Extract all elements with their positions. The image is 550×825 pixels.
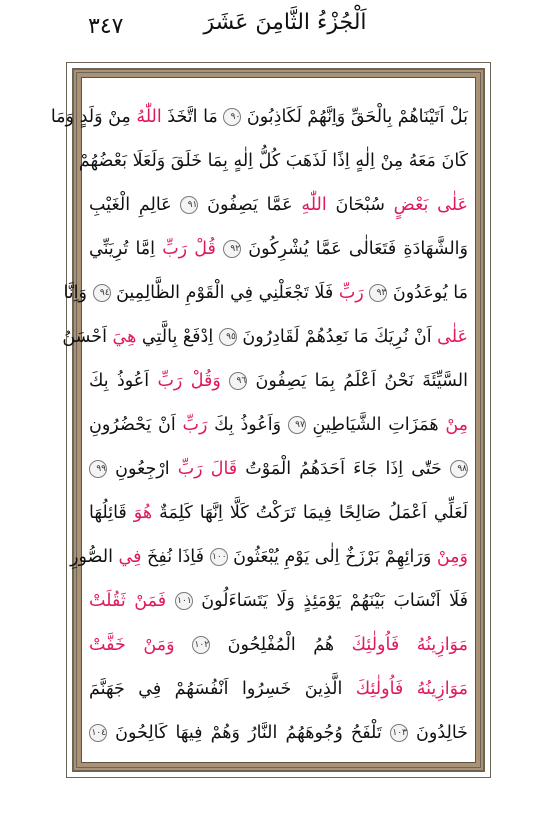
ayah-number-marker: ١٠١ [175, 592, 193, 610]
highlighted-text: هِيَ [112, 327, 137, 347]
text-line [87, 623, 470, 667]
highlighted-text: قَالَ رَبِّ [177, 459, 238, 479]
verse-text: تَلْفَحُ وُجُوهَهُمُ النَّارُ وَهُمْ فِيهَا كَالِحُونَ [107, 723, 390, 743]
page-header [0, 0, 550, 62]
verse-text: فَلَا اَنْسَابَ بَيْنَهُمْ يَوْمَئِذٍ وَلَا يَتَسَاءَلُونَ [192, 591, 468, 611]
highlighted-text: عَلٰى بَعْضٍ [393, 195, 469, 215]
verse-text: مَا اتَّخَذَ [161, 107, 224, 127]
ayah-number-marker: ١٠٣ [390, 724, 408, 742]
ayah-number-marker: ٩٩ [89, 460, 107, 478]
verse-text: عَالِمِ الْغَيْبِ [89, 195, 181, 215]
highlighted-text: وَقُلْ رَبِّ [157, 371, 230, 391]
highlighted-text: قُلْ رَبِّ [162, 239, 224, 259]
verse-text: اَعُوذُ بِكَ [89, 371, 158, 391]
ayah-number-marker: ٩٢ [223, 240, 241, 258]
ayah-number-marker: ٩٠ [223, 108, 241, 126]
highlighted-text: عَلٰى [437, 327, 468, 347]
highlighted-text: اللّٰهِ [301, 195, 327, 215]
text-line [70, 535, 470, 579]
verse-text: ارْجِعُونِ [107, 459, 178, 479]
page-frame [50, 62, 491, 778]
verse-text: قَائِلُهَا [89, 503, 134, 523]
ayah-number-marker: ٩٨ [450, 460, 468, 478]
verse-text: وَرَائِهِمْ بَرْزَخٌ اِلٰى يَوْمِ يُبْعَثُونَ [227, 547, 437, 567]
verse-text: اِمَّا تُرِيَنِّي [89, 239, 163, 259]
highlighted-text: مَوَازِينُهُ فَاُولٰئِكَ [351, 635, 468, 655]
text-line [62, 315, 470, 359]
text-line [63, 271, 470, 315]
ayah-number-marker: ١٠٢ [192, 636, 210, 654]
verse-text: اَنْ نُرِيَكَ مَا نَعِدُهُمْ لَقَادِرُونَ [236, 327, 438, 347]
verse-text: بَلْ اَتَيْنَاهُمْ بِالْحَقِّ وَاِنَّهُمْ لَكَاذِبُونَ [241, 107, 468, 127]
verse-text: السَّيِّئَةَ نَحْنُ اَعْلَمُ بِمَا يَصِفُونَ [247, 371, 468, 391]
ayah-number-marker: ٩١ [180, 196, 198, 214]
verse-text: خَالِدُونَ [407, 723, 468, 743]
ayah-number-marker: ١٠٠ [210, 548, 228, 566]
ayah-number-marker: ٩٥ [219, 328, 237, 346]
verse-text: فَاِذَا نُفِخَ [141, 547, 210, 567]
highlighted-text: رَبِّ [338, 283, 370, 303]
verse-text: فَلَا تَجْعَلْنِي فِي الْقَوْمِ الظَّالِمِينَ [110, 283, 339, 303]
verse-text: وَاِنَّا [63, 283, 93, 303]
ayah-number-marker: ١٠٤ [89, 724, 107, 742]
ayah-number-marker: ٩٤ [93, 284, 111, 302]
text-line [78, 139, 470, 183]
highlighted-text: مِنْ [445, 415, 469, 435]
verse-text: اَنْ يَحْضُرُونِ [89, 415, 183, 435]
highlighted-text: فَمَنْ ثَقُلَتْ [89, 591, 175, 611]
verse-text: هَمَزَاتِ الشَّيَاطِينِ [305, 415, 446, 435]
verse-text: سُبْحَانَ [326, 195, 394, 215]
ayah-number-marker: ٩٣ [369, 284, 387, 302]
text-line [50, 95, 470, 139]
text-line [87, 579, 470, 623]
text-line [87, 183, 470, 227]
text-line [87, 227, 470, 271]
highlighted-text: فِي [118, 547, 142, 567]
verse-text: اَحْسَنُ [62, 327, 113, 347]
verse-text: الَّذِينَ خَسِرُوا اَنْفُسَهُمْ فِي جَهَنَّمَ [89, 679, 356, 699]
verse-text: مَا يُوعَدُونَ [387, 283, 468, 303]
highlighted-text: وَمَنْ خَفَّتْ [89, 635, 193, 655]
text-line [87, 403, 470, 447]
verse-text: وَالشَّهَادَةِ فَتَعَالٰى عَمَّا يُشْرِكُونَ [241, 239, 468, 259]
highlighted-text: رَبِّ [182, 415, 208, 435]
verse-text: هُمُ الْمُفْلِحُونَ [210, 635, 352, 655]
verse-text: كَانَ مَعَهُ مِنْ اِلٰهٍ اِذًا لَذَهَبَ كُلُّ اِلٰهٍ بِمَا خَلَقَ وَلَعَلَا بَعْضُهُمْ [78, 151, 468, 171]
ayah-number-marker: ٩٧ [288, 416, 306, 434]
highlighted-text: اللّٰهُ [136, 107, 162, 127]
highlighted-text: هُوَ [133, 503, 153, 523]
verse-text: حَتّٰى اِذَا جَاءَ اَحَدَهُمُ الْمَوْتُ [237, 459, 450, 479]
verse-text: اِدْفَعْ بِالَّتِي [136, 327, 219, 347]
text-line [87, 491, 470, 535]
verse-text: الصُّورِ [70, 547, 119, 567]
highlighted-text: مَوَازِينُهُ فَاُولٰئِكَ [355, 679, 468, 699]
verse-text: مِنْ وَلَدٍ وَمَا [50, 107, 137, 127]
juz-title: اَلْجُزْءُ الثَّامِنَ عَشَرَ [203, 10, 367, 35]
verse-text: وَاَعُوذُ بِكَ [207, 415, 288, 435]
highlighted-text: وَمِنْ [436, 547, 468, 567]
page-number: ٣٤٧ [88, 14, 124, 39]
text-line [87, 359, 470, 403]
text-line [87, 447, 470, 491]
quran-text-area [50, 83, 470, 757]
verse-text: لَعَلِّي اَعْمَلُ صَالِحًا فِيمَا تَرَكْتُ كَلَّا اِنَّهَا كَلِمَةٌ [152, 503, 468, 523]
text-line [87, 667, 470, 711]
text-line [87, 711, 470, 755]
verse-text: عَمَّا يَصِفُونَ [198, 195, 302, 215]
ayah-number-marker: ٩٦ [229, 372, 247, 390]
